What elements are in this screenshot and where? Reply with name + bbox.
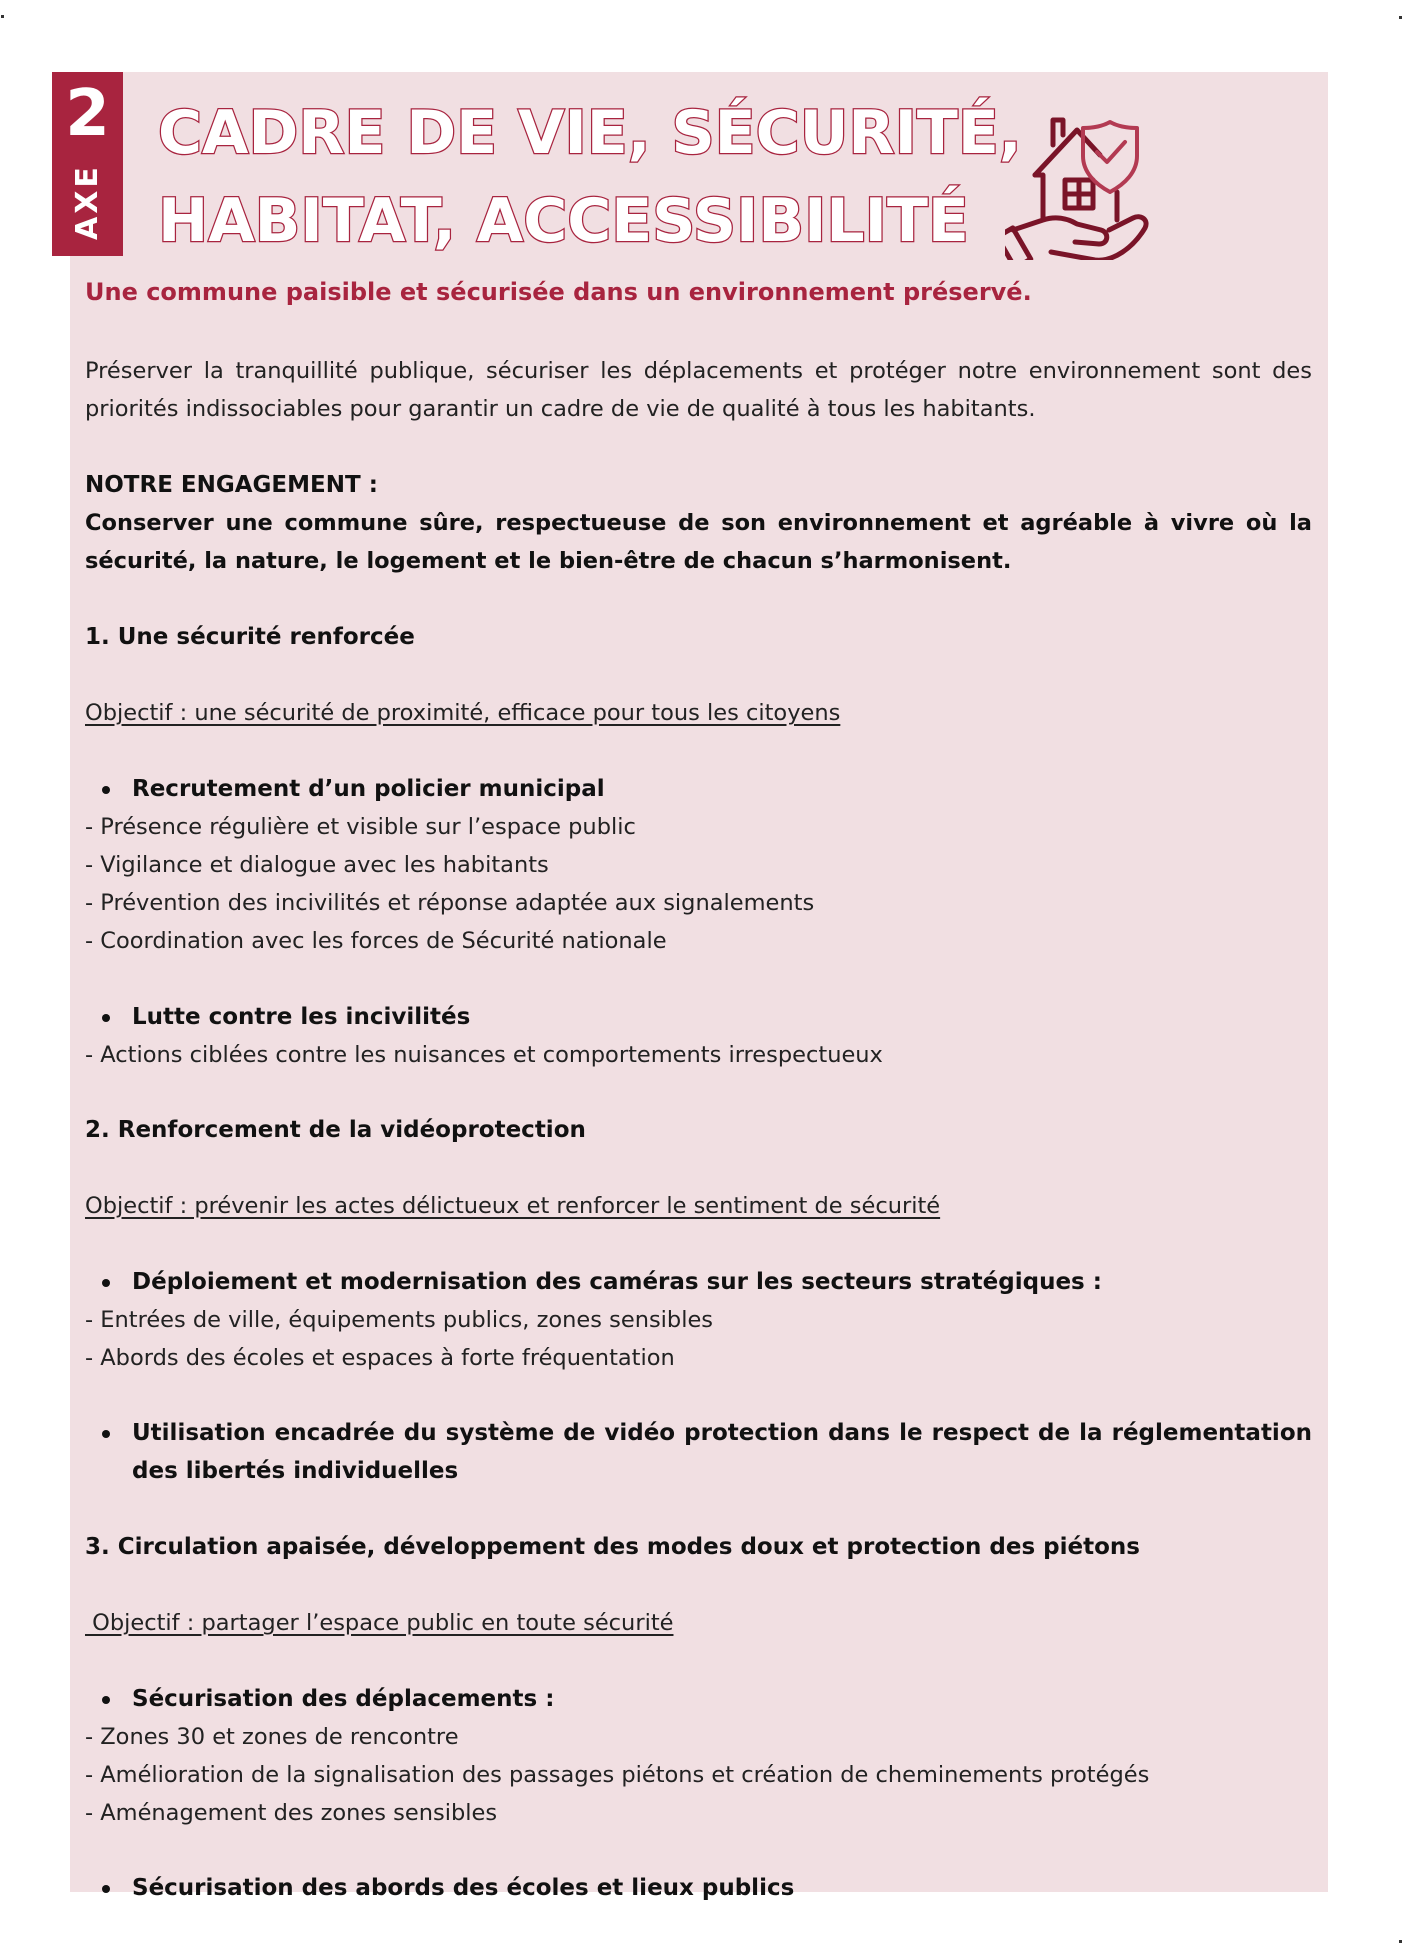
section-3-heading: 3. Circulation apaisée, développement des modes doux et protection des piétons <box>85 1534 1140 1560</box>
list-item: - Zones 30 et zones de rencontre <box>85 1724 459 1750</box>
section-2-bullet-2: Utilisation encadrée du système de vidéo protection dans le respect de la réglementation des libertés individuelles <box>85 1414 1312 1490</box>
list-item: - Abords des écoles et espaces à forte fréquentation <box>85 1345 675 1371</box>
section-1-heading: 1. Une sécurité renforcée <box>85 624 415 650</box>
axe-number: 2 <box>65 77 110 151</box>
section-1-objective-text: Objectif : une sécurité de proximité, efficace pour tous les citoyens <box>85 700 841 726</box>
list-item: - Actions ciblées contre les nuisances et comportements irrespectueux <box>85 1042 883 1068</box>
section-2-objective <box>85 1187 1312 1225</box>
subtitle: Une commune paisible et sécurisée dans un environnement préservé. <box>85 278 1032 306</box>
section-1-bullet-1: Recrutement d’un policier municipal <box>85 770 1359 808</box>
house-in-hand-with-shield-icon <box>1005 100 1150 260</box>
section-2-bullet-1: Déploiement et modernisation des caméras sur les secteurs stratégiques : <box>85 1263 1359 1301</box>
list-item: - Coordination avec les forces de Sécurité nationale <box>85 928 667 954</box>
section-1-objective <box>85 694 1312 732</box>
section-3-bullet-2: Sécurisation des abords des écoles et lieux publics <box>85 1869 1359 1907</box>
section-3-bullet-1: Sécurisation des déplacements : <box>85 1680 1359 1718</box>
section-3-objective <box>85 1604 1312 1642</box>
list-item: - Vigilance et dialogue avec les habitants <box>85 852 549 878</box>
axe-label: AXE <box>70 164 105 240</box>
intro-paragraph: Préserver la tranquillité publique, sécuriser les déplacements et protéger notre environnement sont des priorités indissociables pour garantir un cadre de vie de qualité à tous les habitants. <box>85 358 1312 422</box>
crop-mark-top-left <box>1 15 4 18</box>
list-item: - Amélioration de la signalisation des passages piétons et création de cheminements protégés <box>85 1762 1150 1788</box>
section-2-objective-text: Objectif : prévenir les actes délictueux et renforcer le sentiment de sécurité <box>85 1193 941 1219</box>
section-2-heading: 2. Renforcement de la vidéoprotection <box>85 1117 586 1143</box>
engagement-body: Conserver une commune sûre, respectueuse de son environnement et agréable à vivre où la sécurité, la nature, le logement et le bien-être de chacun s’harmonisent. <box>85 510 1312 574</box>
list-item: - Entrées de ville, équipements publics, zones sensibles <box>85 1307 714 1333</box>
page-title-line-2: HABITAT, ACCESSIBILITÉ <box>158 186 969 256</box>
axe-badge <box>52 72 123 256</box>
engagement-heading: NOTRE ENGAGEMENT : <box>85 472 378 498</box>
list-item: - Présence régulière et visible sur l’espace public <box>85 814 636 840</box>
page-title-line-1: CADRE DE VIE, SÉCURITÉ, <box>158 98 1022 168</box>
list-item: - Prévention des incivilités et réponse adaptée aux signalements <box>85 890 815 916</box>
section-1-bullet-2: Lutte contre les incivilités <box>85 998 1359 1036</box>
list-item: - Aménagement des zones sensibles <box>85 1800 498 1826</box>
section-3-objective-text: Objectif : partager l’espace public en toute sécurité <box>85 1610 674 1636</box>
